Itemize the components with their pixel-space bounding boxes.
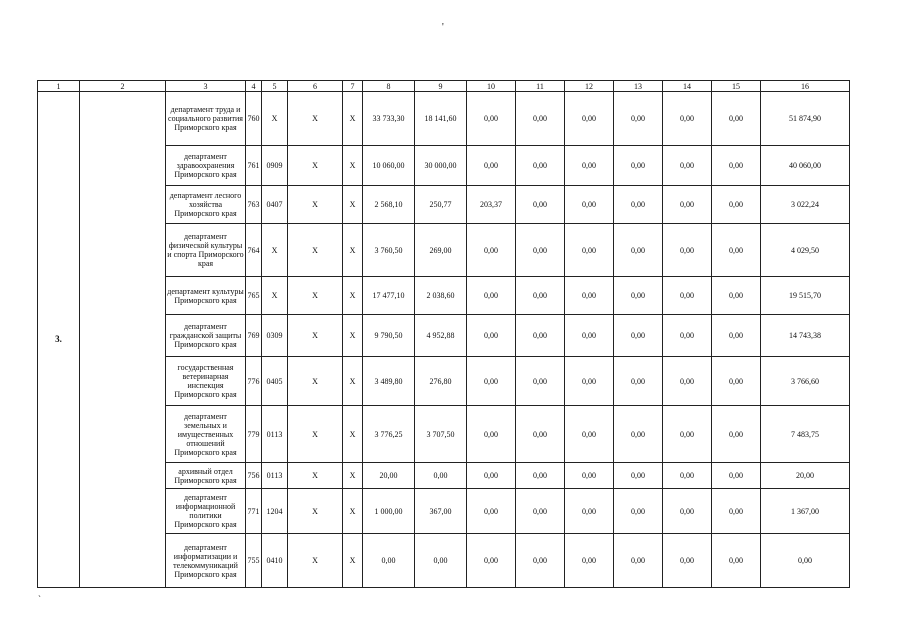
cell-c10: 0,00 bbox=[467, 463, 516, 489]
cell-c16: 4 029,50 bbox=[761, 224, 850, 277]
cell-c10: 0,00 bbox=[467, 534, 516, 588]
column-number-7: 7 bbox=[343, 81, 363, 92]
cell-code: 763 bbox=[246, 186, 262, 224]
department-name: департамент физической культуры и спорта Приморского края bbox=[166, 224, 246, 277]
cell-c11: 0,00 bbox=[516, 146, 565, 186]
cell-c9: 18 141,60 bbox=[415, 92, 467, 146]
cell-c9: 30 000,00 bbox=[415, 146, 467, 186]
cell-sect: X bbox=[262, 277, 288, 315]
cell-c15: 0,00 bbox=[712, 315, 761, 357]
cell-c10: 0,00 bbox=[467, 92, 516, 146]
cell-c7: X bbox=[343, 92, 363, 146]
cell-c9: 3 707,50 bbox=[415, 406, 467, 463]
cell-c14: 0,00 bbox=[663, 92, 712, 146]
cell-c14: 0,00 bbox=[663, 315, 712, 357]
cell-c11: 0,00 bbox=[516, 534, 565, 588]
cell-c7: X bbox=[343, 489, 363, 534]
cell-c12: 0,00 bbox=[565, 463, 614, 489]
cell-sect: 0309 bbox=[262, 315, 288, 357]
cell-c7: X bbox=[343, 463, 363, 489]
cell-c14: 0,00 bbox=[663, 224, 712, 277]
column-number-16: 16 bbox=[761, 81, 850, 92]
cell-c14: 0,00 bbox=[663, 463, 712, 489]
cell-c6: X bbox=[288, 277, 343, 315]
cell-c15: 0,00 bbox=[712, 534, 761, 588]
cell-c14: 0,00 bbox=[663, 146, 712, 186]
cell-code: 765 bbox=[246, 277, 262, 315]
cell-c14: 0,00 bbox=[663, 534, 712, 588]
cell-c13: 0,00 bbox=[614, 186, 663, 224]
cell-c14: 0,00 bbox=[663, 489, 712, 534]
cell-c13: 0,00 bbox=[614, 406, 663, 463]
cell-c10: 0,00 bbox=[467, 277, 516, 315]
cell-c13: 0,00 bbox=[614, 534, 663, 588]
column-number-14: 14 bbox=[663, 81, 712, 92]
column-number-1: 1 bbox=[38, 81, 80, 92]
cell-sect: 0113 bbox=[262, 463, 288, 489]
cell-c8: 1 000,00 bbox=[363, 489, 415, 534]
cell-c12: 0,00 bbox=[565, 534, 614, 588]
cell-c11: 0,00 bbox=[516, 224, 565, 277]
cell-c16: 19 515,70 bbox=[761, 277, 850, 315]
cell-code: 776 bbox=[246, 357, 262, 406]
corner-mark: ` bbox=[38, 594, 41, 604]
cell-c14: 0,00 bbox=[663, 277, 712, 315]
department-name: архивный отдел Приморского края bbox=[166, 463, 246, 489]
department-name: департамент здравоохранения Приморского края bbox=[166, 146, 246, 186]
column-number-12: 12 bbox=[565, 81, 614, 92]
cell-c15: 0,00 bbox=[712, 186, 761, 224]
cell-c6: X bbox=[288, 463, 343, 489]
cell-code: 755 bbox=[246, 534, 262, 588]
department-name: государственная ветеринарная инспекция Приморского края bbox=[166, 357, 246, 406]
cell-c10: 0,00 bbox=[467, 315, 516, 357]
department-name: департамент земельных и имущественных отношений Приморского края bbox=[166, 406, 246, 463]
cell-c9: 269,00 bbox=[415, 224, 467, 277]
cell-c8: 33 733,30 bbox=[363, 92, 415, 146]
column-number-11: 11 bbox=[516, 81, 565, 92]
cell-c7: X bbox=[343, 315, 363, 357]
cell-c16: 1 367,00 bbox=[761, 489, 850, 534]
cell-c10: 0,00 bbox=[467, 406, 516, 463]
cell-c7: X bbox=[343, 406, 363, 463]
cell-c11: 0,00 bbox=[516, 277, 565, 315]
column-number-8: 8 bbox=[363, 81, 415, 92]
column-number-6: 6 bbox=[288, 81, 343, 92]
cell-sect: X bbox=[262, 92, 288, 146]
column-number-9: 9 bbox=[415, 81, 467, 92]
department-name: департамент лесного хозяйства Приморского края bbox=[166, 186, 246, 224]
cell-c10: 0,00 bbox=[467, 146, 516, 186]
cell-c9: 276,80 bbox=[415, 357, 467, 406]
cell-c9: 250,77 bbox=[415, 186, 467, 224]
cell-c11: 0,00 bbox=[516, 406, 565, 463]
cell-c8: 10 060,00 bbox=[363, 146, 415, 186]
section-number: 3. bbox=[38, 92, 80, 588]
column-number-2: 2 bbox=[80, 81, 166, 92]
cell-c12: 0,00 bbox=[565, 186, 614, 224]
column-number-10: 10 bbox=[467, 81, 516, 92]
cell-c9: 0,00 bbox=[415, 463, 467, 489]
cell-c13: 0,00 bbox=[614, 357, 663, 406]
cell-c8: 2 568,10 bbox=[363, 186, 415, 224]
cell-c8: 9 790,50 bbox=[363, 315, 415, 357]
cell-c9: 367,00 bbox=[415, 489, 467, 534]
cell-c8: 3 489,80 bbox=[363, 357, 415, 406]
cell-c12: 0,00 bbox=[565, 315, 614, 357]
cell-c15: 0,00 bbox=[712, 92, 761, 146]
cell-code: 771 bbox=[246, 489, 262, 534]
cell-c15: 0,00 bbox=[712, 146, 761, 186]
cell-c10: 0,00 bbox=[467, 224, 516, 277]
cell-code: 779 bbox=[246, 406, 262, 463]
cell-c6: X bbox=[288, 406, 343, 463]
cell-c16: 0,00 bbox=[761, 534, 850, 588]
cell-c12: 0,00 bbox=[565, 224, 614, 277]
column-number-row bbox=[38, 81, 850, 92]
cell-c7: X bbox=[343, 146, 363, 186]
department-name: департамент гражданской защиты Приморского края bbox=[166, 315, 246, 357]
cell-c13: 0,00 bbox=[614, 92, 663, 146]
budget-table bbox=[37, 80, 850, 588]
cell-c14: 0,00 bbox=[663, 357, 712, 406]
table-body bbox=[38, 92, 850, 588]
cell-c16: 40 060,00 bbox=[761, 146, 850, 186]
cell-c12: 0,00 bbox=[565, 146, 614, 186]
cell-c12: 0,00 bbox=[565, 406, 614, 463]
cell-c14: 0,00 bbox=[663, 406, 712, 463]
cell-c8: 3 776,25 bbox=[363, 406, 415, 463]
cell-c10: 203,37 bbox=[467, 186, 516, 224]
cell-sect: 0909 bbox=[262, 146, 288, 186]
cell-c7: X bbox=[343, 186, 363, 224]
cell-c7: X bbox=[343, 534, 363, 588]
cell-c6: X bbox=[288, 146, 343, 186]
cell-c6: X bbox=[288, 315, 343, 357]
department-name: департамент информационной политики Приморского края bbox=[166, 489, 246, 534]
cell-c9: 2 038,60 bbox=[415, 277, 467, 315]
cell-c14: 0,00 bbox=[663, 186, 712, 224]
cell-c11: 0,00 bbox=[516, 357, 565, 406]
cell-sect: 1204 bbox=[262, 489, 288, 534]
cell-c12: 0,00 bbox=[565, 92, 614, 146]
cell-c6: X bbox=[288, 357, 343, 406]
cell-sect: X bbox=[262, 224, 288, 277]
column-number-3: 3 bbox=[166, 81, 246, 92]
cell-c10: 0,00 bbox=[467, 357, 516, 406]
cell-c13: 0,00 bbox=[614, 277, 663, 315]
cell-c15: 0,00 bbox=[712, 406, 761, 463]
department-name: департамент информатизации и телекоммуникаций Приморского края bbox=[166, 534, 246, 588]
cell-c11: 0,00 bbox=[516, 92, 565, 146]
cell-sect: 0405 bbox=[262, 357, 288, 406]
cell-c7: X bbox=[343, 357, 363, 406]
cell-c13: 0,00 bbox=[614, 146, 663, 186]
cell-c10: 0,00 bbox=[467, 489, 516, 534]
cell-c13: 0,00 bbox=[614, 315, 663, 357]
cell-sect: 0407 bbox=[262, 186, 288, 224]
column-number-4: 4 bbox=[246, 81, 262, 92]
cell-c6: X bbox=[288, 489, 343, 534]
cell-c9: 0,00 bbox=[415, 534, 467, 588]
table-row bbox=[38, 92, 850, 146]
cell-c12: 0,00 bbox=[565, 277, 614, 315]
cell-code: 760 bbox=[246, 92, 262, 146]
column-2-cell bbox=[80, 92, 166, 588]
cell-c8: 3 760,50 bbox=[363, 224, 415, 277]
cell-c15: 0,00 bbox=[712, 357, 761, 406]
cell-c6: X bbox=[288, 224, 343, 277]
cell-c11: 0,00 bbox=[516, 463, 565, 489]
page-mark: ' bbox=[442, 22, 444, 33]
cell-code: 769 bbox=[246, 315, 262, 357]
cell-code: 756 bbox=[246, 463, 262, 489]
cell-c9: 4 952,88 bbox=[415, 315, 467, 357]
cell-c16: 14 743,38 bbox=[761, 315, 850, 357]
cell-c8: 17 477,10 bbox=[363, 277, 415, 315]
cell-c16: 7 483,75 bbox=[761, 406, 850, 463]
cell-c13: 0,00 bbox=[614, 489, 663, 534]
department-name: департамент труда и социального развития Приморского края bbox=[166, 92, 246, 146]
column-number-5: 5 bbox=[262, 81, 288, 92]
cell-c13: 0,00 bbox=[614, 463, 663, 489]
cell-c16: 51 874,90 bbox=[761, 92, 850, 146]
department-name: департамент культуры Приморского края bbox=[166, 277, 246, 315]
cell-c12: 0,00 bbox=[565, 357, 614, 406]
cell-c11: 0,00 bbox=[516, 489, 565, 534]
cell-c11: 0,00 bbox=[516, 186, 565, 224]
cell-c12: 0,00 bbox=[565, 489, 614, 534]
cell-c8: 0,00 bbox=[363, 534, 415, 588]
cell-c6: X bbox=[288, 92, 343, 146]
cell-sect: 0113 bbox=[262, 406, 288, 463]
cell-code: 761 bbox=[246, 146, 262, 186]
cell-c15: 0,00 bbox=[712, 277, 761, 315]
cell-c16: 20,00 bbox=[761, 463, 850, 489]
cell-c7: X bbox=[343, 224, 363, 277]
cell-c16: 3 766,60 bbox=[761, 357, 850, 406]
cell-c15: 0,00 bbox=[712, 224, 761, 277]
cell-c13: 0,00 bbox=[614, 224, 663, 277]
cell-c6: X bbox=[288, 186, 343, 224]
cell-sect: 0410 bbox=[262, 534, 288, 588]
cell-c15: 0,00 bbox=[712, 489, 761, 534]
cell-c15: 0,00 bbox=[712, 463, 761, 489]
cell-c16: 3 022,24 bbox=[761, 186, 850, 224]
cell-c6: X bbox=[288, 534, 343, 588]
cell-c8: 20,00 bbox=[363, 463, 415, 489]
cell-code: 764 bbox=[246, 224, 262, 277]
cell-c7: X bbox=[343, 277, 363, 315]
column-number-13: 13 bbox=[614, 81, 663, 92]
cell-c11: 0,00 bbox=[516, 315, 565, 357]
column-number-15: 15 bbox=[712, 81, 761, 92]
